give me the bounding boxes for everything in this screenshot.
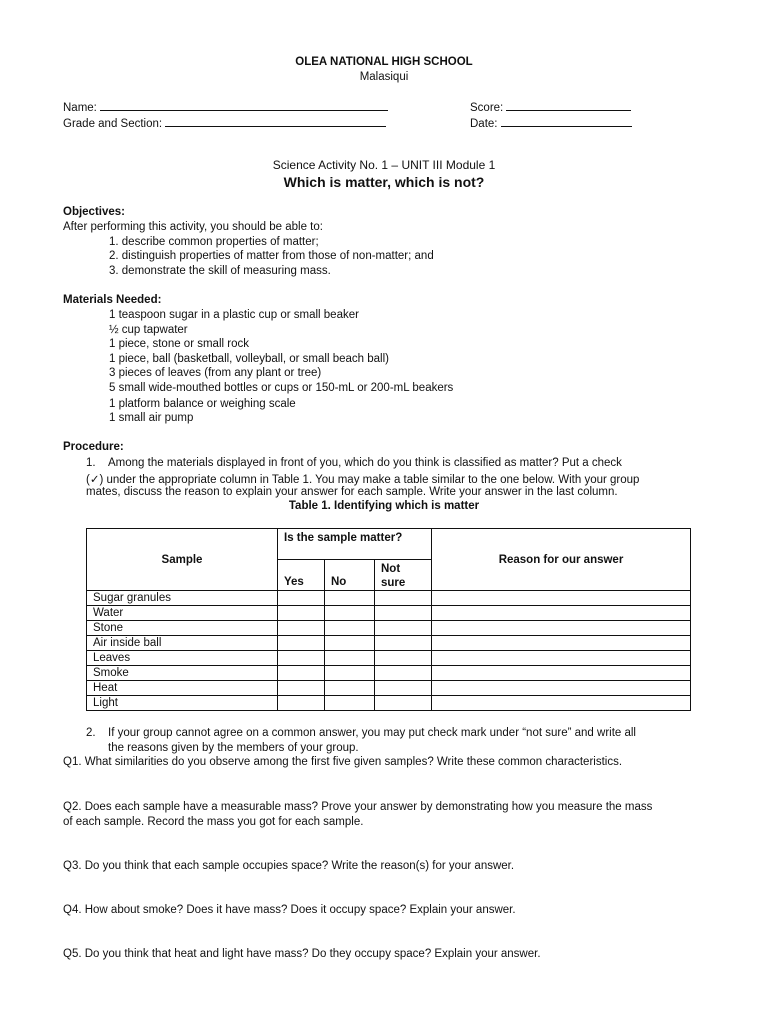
materials-heading: Materials Needed: [63, 294, 162, 306]
material-item: 1 platform balance or weighing scale [109, 398, 296, 410]
header-not-sure-line2: sure [381, 577, 406, 589]
reason-cell[interactable] [432, 591, 691, 606]
table-row [87, 591, 691, 606]
yes-cell[interactable] [278, 606, 325, 621]
grade-label: Grade and Section: [63, 118, 163, 130]
table-row [87, 636, 691, 651]
date-blank[interactable] [501, 115, 632, 127]
step-number: 2. [86, 727, 96, 739]
no-cell[interactable] [325, 666, 375, 681]
not-sure-cell[interactable] [375, 636, 432, 651]
date-label: Date: [470, 118, 498, 130]
school-town: Malasiqui [359, 71, 409, 83]
activity-title: Which is matter, which is not? [283, 174, 485, 190]
material-item: 1 piece, ball (basketball, volleyball, or small beach ball) [109, 353, 389, 365]
step2-line: If your group cannot agree on a common answer, you may put check mark under “not sure” and write all [108, 727, 636, 739]
sample-cell: Heat [87, 681, 278, 696]
question-q5: Q5. Do you think that heat and light have mass? Do they occupy space? Explain your answer. [63, 948, 541, 960]
table-caption: Table 1. Identifying which is matter [288, 500, 480, 512]
grade-field[interactable] [63, 115, 386, 130]
material-item: 1 teaspoon sugar in a plastic cup or small beaker [109, 309, 359, 321]
name-field[interactable] [63, 99, 388, 114]
score-field[interactable] [470, 99, 631, 114]
step-number: 1. [86, 457, 96, 469]
activity-subtitle: Science Activity No. 1 – UNIT III Module 1 [272, 158, 496, 172]
step1-line: mates, discuss the reason to explain your answer for each sample. Write your answer in the last column. [86, 486, 618, 498]
sample-cell: Light [87, 696, 278, 711]
question-q2-line1: Q2. Does each sample have a measurable mass? Prove your answer by demonstrating how you measure the mass [63, 801, 653, 813]
not-sure-cell[interactable] [375, 606, 432, 621]
table-row [87, 621, 691, 636]
reason-cell[interactable] [432, 651, 691, 666]
no-cell[interactable] [325, 681, 375, 696]
no-cell[interactable] [325, 606, 375, 621]
question-q2-line2: of each sample. Record the mass you got for each sample. [63, 816, 364, 828]
material-item: 3 pieces of leaves (from any plant or tree) [109, 367, 322, 379]
header-not-sure [375, 560, 432, 591]
header-is-matter: Is the sample matter? [278, 529, 432, 560]
sample-cell: Sugar granules [87, 591, 278, 606]
reason-cell[interactable] [432, 636, 691, 651]
not-sure-cell[interactable] [375, 621, 432, 636]
yes-cell[interactable] [278, 621, 325, 636]
yes-cell[interactable] [278, 636, 325, 651]
yes-cell[interactable] [278, 666, 325, 681]
no-cell[interactable] [325, 696, 375, 711]
reason-cell[interactable] [432, 606, 691, 621]
question-q3: Q3. Do you think that each sample occupies space? Write the reason(s) for your answer. [63, 860, 515, 872]
material-item: 1 piece, stone or small rock [109, 338, 249, 350]
step1-line: (✓) under the appropriate column in Table 1. You may make a table similar to the one below. With your group [86, 474, 640, 486]
score-label: Score: [470, 102, 504, 114]
not-sure-cell[interactable] [375, 591, 432, 606]
table-row [87, 606, 691, 621]
table-row [87, 666, 691, 681]
table-row [87, 696, 691, 711]
table-row [87, 651, 691, 666]
objective-item: 3. demonstrate the skill of measuring mass. [109, 265, 331, 277]
header-not-sure-line1: Not [381, 563, 401, 575]
material-item: 1 small air pump [109, 412, 194, 424]
sample-cell: Water [87, 606, 278, 621]
step2-line: the reasons given by the members of your group. [108, 742, 359, 754]
date-field[interactable] [470, 115, 632, 130]
not-sure-cell[interactable] [375, 651, 432, 666]
objective-item: 1. describe common properties of matter; [109, 236, 319, 248]
matter-table [86, 528, 691, 711]
step1-line: Among the materials displayed in front of you, which do you think is classified as matter? Put a check [108, 457, 622, 469]
no-cell[interactable] [325, 591, 375, 606]
name-label: Name: [63, 102, 97, 114]
reason-cell[interactable] [432, 681, 691, 696]
objective-item: 2. distinguish properties of matter from those of non-matter; and [109, 250, 434, 262]
no-cell[interactable] [325, 636, 375, 651]
sample-cell: Air inside ball [87, 636, 278, 651]
yes-cell[interactable] [278, 681, 325, 696]
objectives-intro: After performing this activity, you should be able to: [63, 221, 323, 233]
yes-cell[interactable] [278, 591, 325, 606]
name-blank[interactable] [100, 99, 388, 111]
no-cell[interactable] [325, 651, 375, 666]
reason-cell[interactable] [432, 696, 691, 711]
reason-cell[interactable] [432, 621, 691, 636]
sample-cell: Stone [87, 621, 278, 636]
yes-cell[interactable] [278, 696, 325, 711]
sample-cell: Smoke [87, 666, 278, 681]
material-item: 5 small wide-mouthed bottles or cups or 150-mL or 200-mL beakers [109, 382, 454, 394]
score-blank[interactable] [506, 99, 631, 111]
procedure-heading: Procedure: [63, 441, 124, 453]
school-name: OLEA NATIONAL HIGH SCHOOL [295, 56, 473, 68]
not-sure-cell[interactable] [375, 681, 432, 696]
table-row [87, 681, 691, 696]
header-sample: Sample [87, 529, 278, 591]
header-reason: Reason for our answer [432, 529, 691, 591]
no-cell[interactable] [325, 621, 375, 636]
objectives-heading: Objectives: [63, 206, 125, 218]
not-sure-cell[interactable] [375, 666, 432, 681]
reason-cell[interactable] [432, 666, 691, 681]
not-sure-cell[interactable] [375, 696, 432, 711]
grade-blank[interactable] [165, 115, 386, 127]
question-q4: Q4. How about smoke? Does it have mass? Does it occupy space? Explain your answer. [63, 904, 516, 916]
header-no: No [325, 560, 375, 591]
question-q1: Q1. What similarities do you observe among the first five given samples? Write these common characteristics. [63, 756, 623, 768]
yes-cell[interactable] [278, 651, 325, 666]
sample-cell: Leaves [87, 651, 278, 666]
material-item: ½ cup tapwater [109, 324, 188, 336]
header-yes: Yes [278, 560, 325, 591]
